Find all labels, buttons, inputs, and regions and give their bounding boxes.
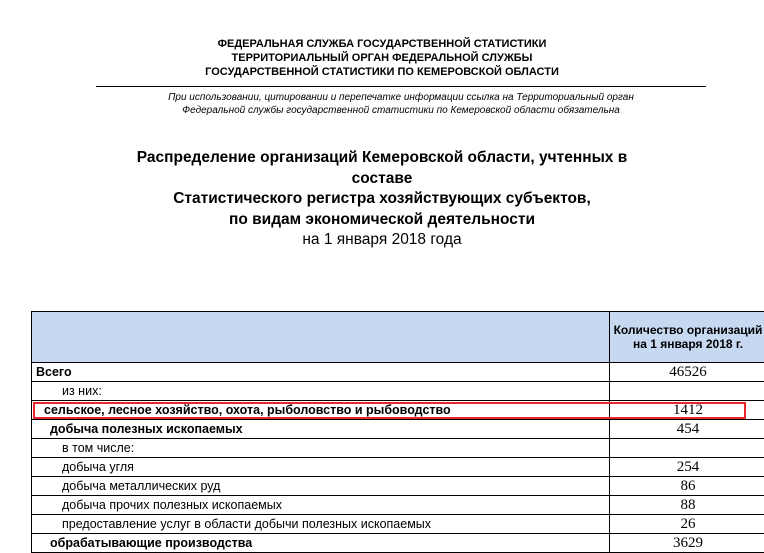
table-row — [32, 477, 764, 496]
row-value: 254 — [610, 458, 764, 477]
table-row — [32, 458, 764, 477]
row-value: 46526 — [610, 363, 764, 382]
table-row — [32, 420, 764, 439]
row-label: сельское, лесное хозяйство, охота, рыболовство и рыбоводство — [32, 401, 610, 420]
citation-note — [96, 86, 706, 117]
row-label: добыча угля — [32, 458, 610, 477]
row-value: 454 — [610, 420, 764, 439]
citation-note-line-2: Федеральной службы государственной статистики по Кемеровской области обязательна — [96, 104, 706, 117]
document-title — [0, 148, 764, 251]
row-label: в том числе: — [32, 439, 610, 458]
agency-name-line-1: ФЕДЕРАЛЬНАЯ СЛУЖБА ГОСУДАРСТВЕННОЙ СТАТИСТИКИ — [0, 37, 764, 51]
row-label: из них: — [32, 382, 610, 401]
table-row — [32, 439, 764, 458]
title-line-3: Статистического регистра хозяйствующих субъектов, — [0, 189, 764, 210]
title-line-1: Распределение организаций Кемеровской области, учтенных в — [0, 148, 764, 169]
table-row — [32, 382, 764, 401]
row-value: 88 — [610, 496, 764, 515]
title-line-2: составе — [0, 169, 764, 190]
citation-note-line-1: При использовании, цитировании и перепечатке информации ссылка на Территориальный орган — [96, 91, 706, 104]
title-date: на 1 января 2018 года — [0, 230, 764, 251]
agency-name-line-3: ГОСУДАРСТВЕННОЙ СТАТИСТИКИ ПО КЕМЕРОВСКОЙ ОБЛАСТИ — [0, 65, 764, 79]
row-value — [610, 439, 764, 458]
table-row-highlighted — [32, 401, 764, 420]
title-line-4: по видам экономической деятельности — [0, 210, 764, 231]
header-count-cell: Количество организаций на 1 января 2018 г. — [610, 312, 764, 363]
table-header-row — [32, 312, 764, 363]
row-label: добыча прочих полезных ископаемых — [32, 496, 610, 515]
row-label: добыча полезных ископаемых — [32, 420, 610, 439]
row-label: Всего — [32, 363, 610, 382]
row-value — [610, 382, 764, 401]
table-row — [32, 534, 764, 553]
row-label: добыча металлических руд — [32, 477, 610, 496]
row-value: 86 — [610, 477, 764, 496]
organizations-table — [31, 311, 764, 553]
row-value: 1412 — [610, 401, 764, 420]
row-value: 3629 — [610, 534, 764, 553]
row-label: предоставление услуг в области добычи полезных ископаемых — [32, 515, 610, 534]
row-value: 26 — [610, 515, 764, 534]
agency-name-line-2: ТЕРРИТОРИАЛЬНЫЙ ОРГАН ФЕДЕРАЛЬНОЙ СЛУЖБЫ — [0, 51, 764, 65]
row-label: обрабатывающие производства — [32, 534, 610, 553]
header-label-cell — [32, 312, 610, 363]
table-row — [32, 496, 764, 515]
table-row — [32, 363, 764, 382]
table-row — [32, 515, 764, 534]
